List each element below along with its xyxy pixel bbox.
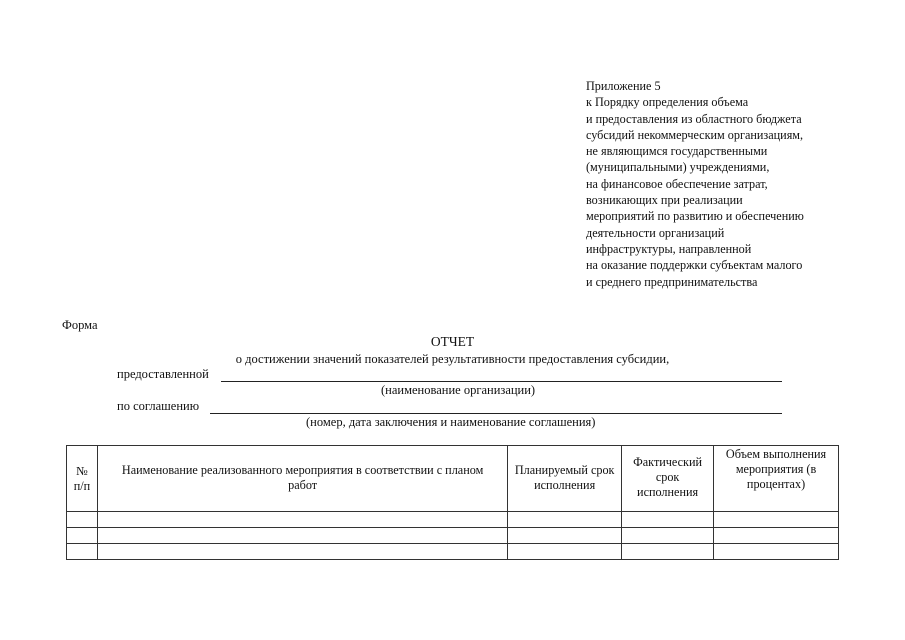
appendix-line: субсидий некоммерческим организациям, — [586, 127, 804, 142]
appendix-block — [586, 78, 804, 290]
appendix-line: на финансовое обеспечение затрат, — [586, 176, 768, 191]
appendix-line: и среднего предпринимательства — [586, 274, 758, 289]
table-cell[interactable] — [714, 512, 839, 528]
appendix-line: и предоставления из областного бюджета — [586, 111, 802, 126]
table-cell[interactable] — [622, 512, 714, 528]
table-cell[interactable] — [508, 512, 622, 528]
table-header-row — [67, 446, 839, 512]
appendix-line: инфраструктуры, направленной — [586, 241, 752, 256]
table-cell[interactable] — [622, 544, 714, 560]
table-cell[interactable] — [67, 544, 98, 560]
header-volume: Объем выполнения мероприятия (в процентах) — [714, 446, 839, 512]
provided-label: предоставленной — [117, 367, 209, 381]
header-activity-name: Наименование реализованного мероприятия в соответствии с планом работ — [97, 446, 507, 512]
report-table — [66, 445, 839, 560]
table-cell[interactable] — [97, 512, 507, 528]
table-cell[interactable] — [714, 528, 839, 544]
agreement-field[interactable] — [210, 413, 782, 414]
appendix-line: на оказание поддержки субъектам малого — [586, 258, 803, 273]
table-cell[interactable] — [714, 544, 839, 560]
appendix-line: не являющимся государственными — [586, 144, 768, 159]
table-cell[interactable] — [508, 544, 622, 560]
table-row — [67, 512, 839, 528]
appendix-line: мероприятий по развитию и обеспечению — [586, 209, 804, 224]
table-row — [67, 544, 839, 560]
appendix-line: возникающих при реализации — [586, 193, 743, 208]
table-cell[interactable] — [97, 528, 507, 544]
report-title: ОТЧЕТ — [430, 334, 475, 349]
appendix-line: Приложение 5 — [586, 79, 661, 93]
report-subtitle: о достижении значений показателей результативности предоставления субсидии, — [235, 352, 670, 366]
header-num: № п/п — [67, 446, 98, 512]
form-label: Форма — [62, 318, 98, 332]
table-cell[interactable] — [508, 528, 622, 544]
table-cell[interactable] — [67, 512, 98, 528]
header-actual-term: Фактический срок исполнения — [622, 446, 714, 512]
organization-hint: (наименование организации) — [381, 383, 536, 397]
table-row — [67, 528, 839, 544]
appendix-line: к Порядку определения объема — [586, 95, 749, 110]
appendix-line: деятельности организаций — [586, 225, 725, 240]
agreement-hint: (номер, дата заключения и наименование соглашения) — [306, 415, 596, 429]
table-cell[interactable] — [67, 528, 98, 544]
header-planned-term: Планируемый срок исполнения — [508, 446, 622, 512]
appendix-line: (муниципальными) учреждениями, — [586, 160, 770, 175]
table-cell[interactable] — [97, 544, 507, 560]
agreement-label: по соглашению — [117, 399, 200, 413]
organization-name-field[interactable] — [221, 381, 782, 382]
table-cell[interactable] — [622, 528, 714, 544]
